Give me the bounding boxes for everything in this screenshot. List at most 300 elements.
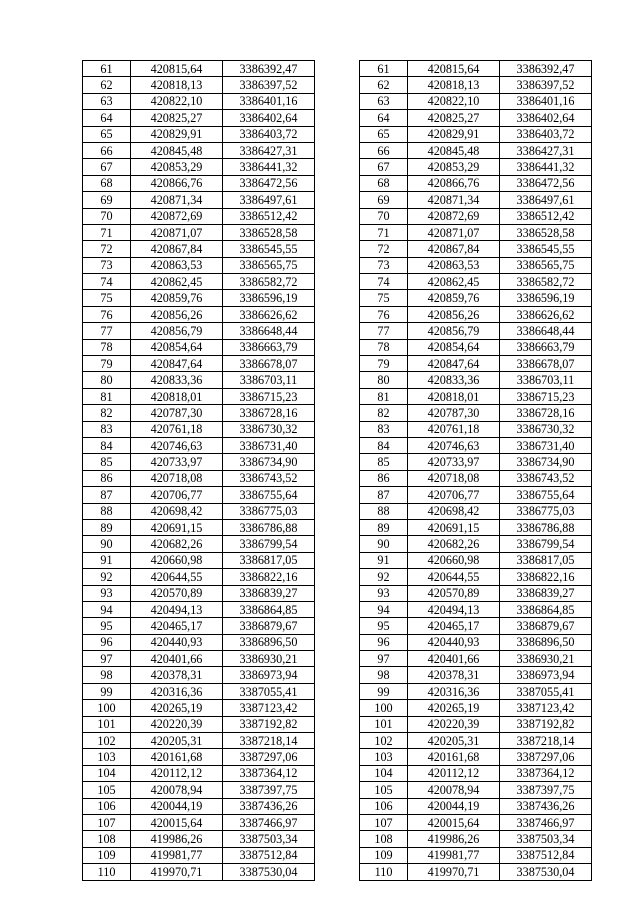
right-y-coordinate-cell: 3387218,14 [500, 733, 592, 749]
right-x-coordinate-cell: 420682,26 [408, 536, 500, 552]
right-x-coordinate-cell: 420871,07 [408, 224, 500, 240]
right-x-coordinate-cell: 419970,71 [408, 864, 500, 880]
left-y-coordinate-cell: 3386755,64 [223, 487, 315, 503]
table-row [83, 716, 592, 732]
left-y-coordinate-cell: 3386731,40 [223, 437, 315, 453]
left-point-number-cell: 96 [83, 634, 131, 650]
column-gap [315, 864, 360, 880]
right-point-number-cell: 101 [360, 716, 408, 732]
right-y-coordinate-cell: 3386565,75 [500, 257, 592, 273]
table-row [83, 306, 592, 322]
column-gap [315, 110, 360, 126]
right-point-number-cell: 89 [360, 519, 408, 535]
left-y-coordinate-cell: 3386472,56 [223, 175, 315, 191]
right-y-coordinate-cell: 3386930,21 [500, 651, 592, 667]
table-row [83, 421, 592, 437]
right-x-coordinate-cell: 420378,31 [408, 667, 500, 683]
right-y-coordinate-cell: 3386626,62 [500, 306, 592, 322]
table-row [83, 864, 592, 880]
column-gap [315, 651, 360, 667]
right-x-coordinate-cell: 420220,39 [408, 716, 500, 732]
left-y-coordinate-cell: 3386743,52 [223, 470, 315, 486]
right-y-coordinate-cell: 3386817,05 [500, 552, 592, 568]
left-y-coordinate-cell: 3386545,55 [223, 241, 315, 257]
left-y-coordinate-cell: 3387397,75 [223, 782, 315, 798]
right-x-coordinate-cell: 420205,31 [408, 733, 500, 749]
left-point-number-cell: 102 [83, 733, 131, 749]
right-point-number-cell: 94 [360, 601, 408, 617]
left-x-coordinate-cell: 420494,13 [131, 601, 223, 617]
left-x-coordinate-cell: 420691,15 [131, 519, 223, 535]
right-y-coordinate-cell: 3386755,64 [500, 487, 592, 503]
left-point-number-cell: 98 [83, 667, 131, 683]
right-point-number-cell: 71 [360, 224, 408, 240]
table-row [83, 667, 592, 683]
column-gap [315, 159, 360, 175]
left-x-coordinate-cell: 420660,98 [131, 552, 223, 568]
left-x-coordinate-cell: 420078,94 [131, 782, 223, 798]
right-y-coordinate-cell: 3386730,32 [500, 421, 592, 437]
right-x-coordinate-cell: 420015,64 [408, 814, 500, 830]
left-point-number-cell: 76 [83, 306, 131, 322]
table-row [83, 487, 592, 503]
left-x-coordinate-cell: 420822,10 [131, 93, 223, 109]
left-x-coordinate-cell: 420718,08 [131, 470, 223, 486]
left-point-number-cell: 107 [83, 814, 131, 830]
table-row [83, 93, 592, 109]
table-row [83, 159, 592, 175]
right-y-coordinate-cell: 3386512,42 [500, 208, 592, 224]
left-x-coordinate-cell: 420859,76 [131, 290, 223, 306]
right-x-coordinate-cell: 420465,17 [408, 618, 500, 634]
left-point-number-cell: 94 [83, 601, 131, 617]
right-y-coordinate-cell: 3386401,16 [500, 93, 592, 109]
left-point-number-cell: 100 [83, 700, 131, 716]
right-point-number-cell: 73 [360, 257, 408, 273]
right-x-coordinate-cell: 420866,76 [408, 175, 500, 191]
column-gap [315, 585, 360, 601]
right-point-number-cell: 88 [360, 503, 408, 519]
left-point-number-cell: 93 [83, 585, 131, 601]
left-y-coordinate-cell: 3386817,05 [223, 552, 315, 568]
left-point-number-cell: 88 [83, 503, 131, 519]
table-row [83, 683, 592, 699]
column-gap [315, 437, 360, 453]
table-row [83, 601, 592, 617]
right-x-coordinate-cell: 420859,76 [408, 290, 500, 306]
table-row [83, 126, 592, 142]
left-x-coordinate-cell: 420570,89 [131, 585, 223, 601]
right-x-coordinate-cell: 420644,55 [408, 569, 500, 585]
right-x-coordinate-cell: 420872,69 [408, 208, 500, 224]
right-x-coordinate-cell: 420863,53 [408, 257, 500, 273]
table-row [83, 257, 592, 273]
right-y-coordinate-cell: 3387436,26 [500, 798, 592, 814]
column-gap [315, 782, 360, 798]
left-x-coordinate-cell: 420815,64 [131, 61, 223, 77]
table-row [83, 831, 592, 847]
right-point-number-cell: 86 [360, 470, 408, 486]
right-point-number-cell: 83 [360, 421, 408, 437]
table-row [83, 290, 592, 306]
column-gap [315, 519, 360, 535]
left-y-coordinate-cell: 3386663,79 [223, 339, 315, 355]
table-row [83, 61, 592, 77]
left-y-coordinate-cell: 3387503,34 [223, 831, 315, 847]
left-point-number-cell: 81 [83, 388, 131, 404]
right-point-number-cell: 100 [360, 700, 408, 716]
left-y-coordinate-cell: 3386715,23 [223, 388, 315, 404]
right-point-number-cell: 110 [360, 864, 408, 880]
left-y-coordinate-cell: 3386786,88 [223, 519, 315, 535]
right-x-coordinate-cell: 420570,89 [408, 585, 500, 601]
right-point-number-cell: 75 [360, 290, 408, 306]
right-x-coordinate-cell: 420845,48 [408, 142, 500, 158]
left-point-number-cell: 87 [83, 487, 131, 503]
left-x-coordinate-cell: 419970,71 [131, 864, 223, 880]
right-y-coordinate-cell: 3386497,61 [500, 192, 592, 208]
right-x-coordinate-cell: 420833,36 [408, 372, 500, 388]
column-gap [315, 323, 360, 339]
table-row [83, 765, 592, 781]
right-point-number-cell: 74 [360, 274, 408, 290]
left-point-number-cell: 68 [83, 175, 131, 191]
left-y-coordinate-cell: 3386497,61 [223, 192, 315, 208]
right-x-coordinate-cell: 420822,10 [408, 93, 500, 109]
left-x-coordinate-cell: 420818,01 [131, 388, 223, 404]
table-row [83, 274, 592, 290]
right-y-coordinate-cell: 3387512,84 [500, 847, 592, 863]
left-x-coordinate-cell: 420863,53 [131, 257, 223, 273]
left-point-number-cell: 91 [83, 552, 131, 568]
table-row [83, 733, 592, 749]
right-point-number-cell: 102 [360, 733, 408, 749]
left-x-coordinate-cell: 420015,64 [131, 814, 223, 830]
table-row [83, 437, 592, 453]
table-row [83, 454, 592, 470]
table-row [83, 700, 592, 716]
column-gap [315, 601, 360, 617]
right-y-coordinate-cell: 3386973,94 [500, 667, 592, 683]
column-gap [315, 618, 360, 634]
column-gap [315, 634, 360, 650]
left-x-coordinate-cell: 420845,48 [131, 142, 223, 158]
right-x-coordinate-cell: 420112,12 [408, 765, 500, 781]
table-row [83, 585, 592, 601]
column-gap [315, 126, 360, 142]
left-y-coordinate-cell: 3386896,50 [223, 634, 315, 650]
right-x-coordinate-cell: 420161,68 [408, 749, 500, 765]
right-point-number-cell: 107 [360, 814, 408, 830]
right-point-number-cell: 80 [360, 372, 408, 388]
table-row [83, 536, 592, 552]
left-point-number-cell: 69 [83, 192, 131, 208]
right-y-coordinate-cell: 3386799,54 [500, 536, 592, 552]
left-y-coordinate-cell: 3386402,64 [223, 110, 315, 126]
right-x-coordinate-cell: 420818,13 [408, 77, 500, 93]
right-x-coordinate-cell: 420316,36 [408, 683, 500, 699]
right-point-number-cell: 77 [360, 323, 408, 339]
right-y-coordinate-cell: 3386703,11 [500, 372, 592, 388]
left-y-coordinate-cell: 3387297,06 [223, 749, 315, 765]
column-gap [315, 241, 360, 257]
column-gap [315, 503, 360, 519]
right-point-number-cell: 67 [360, 159, 408, 175]
right-point-number-cell: 103 [360, 749, 408, 765]
left-x-coordinate-cell: 420044,19 [131, 798, 223, 814]
right-x-coordinate-cell: 420746,63 [408, 437, 500, 453]
column-gap [315, 683, 360, 699]
right-y-coordinate-cell: 3386663,79 [500, 339, 592, 355]
left-x-coordinate-cell: 420706,77 [131, 487, 223, 503]
left-x-coordinate-cell: 420787,30 [131, 405, 223, 421]
left-point-number-cell: 82 [83, 405, 131, 421]
column-gap [315, 356, 360, 372]
right-point-number-cell: 79 [360, 356, 408, 372]
left-point-number-cell: 95 [83, 618, 131, 634]
column-gap [315, 831, 360, 847]
right-point-number-cell: 81 [360, 388, 408, 404]
right-y-coordinate-cell: 3387055,41 [500, 683, 592, 699]
left-x-coordinate-cell: 420871,34 [131, 192, 223, 208]
right-point-number-cell: 78 [360, 339, 408, 355]
left-point-number-cell: 83 [83, 421, 131, 437]
right-point-number-cell: 91 [360, 552, 408, 568]
right-x-coordinate-cell: 420265,19 [408, 700, 500, 716]
left-y-coordinate-cell: 3386441,32 [223, 159, 315, 175]
column-gap [315, 716, 360, 732]
coordinates-table [82, 60, 592, 881]
column-gap [315, 388, 360, 404]
right-x-coordinate-cell: 419986,26 [408, 831, 500, 847]
left-y-coordinate-cell: 3387364,12 [223, 765, 315, 781]
column-gap [315, 77, 360, 93]
table-row [83, 847, 592, 863]
right-y-coordinate-cell: 3386731,40 [500, 437, 592, 453]
left-x-coordinate-cell: 420316,36 [131, 683, 223, 699]
left-x-coordinate-cell: 420440,93 [131, 634, 223, 650]
right-point-number-cell: 69 [360, 192, 408, 208]
column-gap [315, 814, 360, 830]
column-gap [315, 405, 360, 421]
right-x-coordinate-cell: 420825,27 [408, 110, 500, 126]
right-y-coordinate-cell: 3386678,07 [500, 356, 592, 372]
table-row [83, 388, 592, 404]
left-y-coordinate-cell: 3386730,32 [223, 421, 315, 437]
left-y-coordinate-cell: 3386775,03 [223, 503, 315, 519]
coordinates-table-container [82, 60, 592, 881]
table-row [83, 569, 592, 585]
table-row [83, 323, 592, 339]
left-x-coordinate-cell: 420761,18 [131, 421, 223, 437]
left-point-number-cell: 90 [83, 536, 131, 552]
right-x-coordinate-cell: 420044,19 [408, 798, 500, 814]
right-x-coordinate-cell: 420856,26 [408, 306, 500, 322]
right-point-number-cell: 96 [360, 634, 408, 650]
left-x-coordinate-cell: 420378,31 [131, 667, 223, 683]
left-point-number-cell: 63 [83, 93, 131, 109]
left-point-number-cell: 75 [83, 290, 131, 306]
right-y-coordinate-cell: 3386743,52 [500, 470, 592, 486]
table-row [83, 241, 592, 257]
table-row [83, 224, 592, 240]
right-y-coordinate-cell: 3386648,44 [500, 323, 592, 339]
right-y-coordinate-cell: 3386896,50 [500, 634, 592, 650]
left-y-coordinate-cell: 3386799,54 [223, 536, 315, 552]
left-y-coordinate-cell: 3386528,58 [223, 224, 315, 240]
left-point-number-cell: 66 [83, 142, 131, 158]
left-x-coordinate-cell: 420856,79 [131, 323, 223, 339]
left-x-coordinate-cell: 420867,84 [131, 241, 223, 257]
left-x-coordinate-cell: 420833,36 [131, 372, 223, 388]
right-x-coordinate-cell: 420440,93 [408, 634, 500, 650]
column-gap [315, 93, 360, 109]
table-row [83, 749, 592, 765]
column-gap [315, 192, 360, 208]
right-point-number-cell: 64 [360, 110, 408, 126]
left-x-coordinate-cell: 420112,12 [131, 765, 223, 781]
column-gap [315, 847, 360, 863]
left-y-coordinate-cell: 3386427,31 [223, 142, 315, 158]
left-x-coordinate-cell: 419981,77 [131, 847, 223, 863]
left-x-coordinate-cell: 420644,55 [131, 569, 223, 585]
right-point-number-cell: 70 [360, 208, 408, 224]
table-row [83, 782, 592, 798]
right-y-coordinate-cell: 3386775,03 [500, 503, 592, 519]
left-y-coordinate-cell: 3386401,16 [223, 93, 315, 109]
left-y-coordinate-cell: 3386734,90 [223, 454, 315, 470]
left-y-coordinate-cell: 3386879,67 [223, 618, 315, 634]
left-y-coordinate-cell: 3387192,82 [223, 716, 315, 732]
left-x-coordinate-cell: 419986,26 [131, 831, 223, 847]
left-point-number-cell: 101 [83, 716, 131, 732]
left-point-number-cell: 103 [83, 749, 131, 765]
left-point-number-cell: 71 [83, 224, 131, 240]
right-y-coordinate-cell: 3386715,23 [500, 388, 592, 404]
left-point-number-cell: 80 [83, 372, 131, 388]
column-gap [315, 306, 360, 322]
column-gap [315, 733, 360, 749]
left-y-coordinate-cell: 3386839,27 [223, 585, 315, 601]
left-y-coordinate-cell: 3386973,94 [223, 667, 315, 683]
right-y-coordinate-cell: 3387364,12 [500, 765, 592, 781]
left-y-coordinate-cell: 3386822,16 [223, 569, 315, 585]
column-gap [315, 61, 360, 77]
left-y-coordinate-cell: 3387512,84 [223, 847, 315, 863]
left-point-number-cell: 109 [83, 847, 131, 863]
right-point-number-cell: 62 [360, 77, 408, 93]
table-row [83, 192, 592, 208]
right-y-coordinate-cell: 3386839,27 [500, 585, 592, 601]
column-gap [315, 749, 360, 765]
right-y-coordinate-cell: 3386822,16 [500, 569, 592, 585]
left-point-number-cell: 92 [83, 569, 131, 585]
right-point-number-cell: 92 [360, 569, 408, 585]
column-gap [315, 569, 360, 585]
left-point-number-cell: 86 [83, 470, 131, 486]
left-x-coordinate-cell: 420698,42 [131, 503, 223, 519]
table-row [83, 519, 592, 535]
left-y-coordinate-cell: 3386512,42 [223, 208, 315, 224]
left-x-coordinate-cell: 420871,07 [131, 224, 223, 240]
column-gap [315, 142, 360, 158]
right-y-coordinate-cell: 3386728,16 [500, 405, 592, 421]
left-point-number-cell: 72 [83, 241, 131, 257]
left-x-coordinate-cell: 420733,97 [131, 454, 223, 470]
right-y-coordinate-cell: 3386402,64 [500, 110, 592, 126]
right-y-coordinate-cell: 3386472,56 [500, 175, 592, 191]
table-row [83, 798, 592, 814]
left-y-coordinate-cell: 3387466,97 [223, 814, 315, 830]
left-point-number-cell: 77 [83, 323, 131, 339]
column-gap [315, 274, 360, 290]
table-row [83, 618, 592, 634]
right-point-number-cell: 82 [360, 405, 408, 421]
right-x-coordinate-cell: 420078,94 [408, 782, 500, 798]
left-point-number-cell: 70 [83, 208, 131, 224]
right-y-coordinate-cell: 3386864,85 [500, 601, 592, 617]
table-row [83, 470, 592, 486]
right-point-number-cell: 95 [360, 618, 408, 634]
right-x-coordinate-cell: 420761,18 [408, 421, 500, 437]
right-x-coordinate-cell: 420698,42 [408, 503, 500, 519]
table-row [83, 175, 592, 191]
right-point-number-cell: 108 [360, 831, 408, 847]
right-point-number-cell: 63 [360, 93, 408, 109]
left-y-coordinate-cell: 3386582,72 [223, 274, 315, 290]
left-y-coordinate-cell: 3386392,47 [223, 61, 315, 77]
left-y-coordinate-cell: 3386703,11 [223, 372, 315, 388]
left-x-coordinate-cell: 420866,76 [131, 175, 223, 191]
right-x-coordinate-cell: 420818,01 [408, 388, 500, 404]
left-point-number-cell: 85 [83, 454, 131, 470]
table-row [83, 552, 592, 568]
table-row [83, 77, 592, 93]
right-point-number-cell: 97 [360, 651, 408, 667]
right-y-coordinate-cell: 3386734,90 [500, 454, 592, 470]
right-y-coordinate-cell: 3387297,06 [500, 749, 592, 765]
left-x-coordinate-cell: 420220,39 [131, 716, 223, 732]
right-x-coordinate-cell: 419981,77 [408, 847, 500, 863]
right-x-coordinate-cell: 420401,66 [408, 651, 500, 667]
right-point-number-cell: 84 [360, 437, 408, 453]
column-gap [315, 257, 360, 273]
right-point-number-cell: 105 [360, 782, 408, 798]
column-gap [315, 339, 360, 355]
left-x-coordinate-cell: 420829,91 [131, 126, 223, 142]
right-x-coordinate-cell: 420733,97 [408, 454, 500, 470]
left-point-number-cell: 106 [83, 798, 131, 814]
left-point-number-cell: 84 [83, 437, 131, 453]
right-point-number-cell: 85 [360, 454, 408, 470]
right-point-number-cell: 109 [360, 847, 408, 863]
left-point-number-cell: 65 [83, 126, 131, 142]
left-point-number-cell: 67 [83, 159, 131, 175]
right-point-number-cell: 104 [360, 765, 408, 781]
left-point-number-cell: 64 [83, 110, 131, 126]
column-gap [315, 372, 360, 388]
left-x-coordinate-cell: 420818,13 [131, 77, 223, 93]
table-row [83, 503, 592, 519]
column-gap [315, 224, 360, 240]
right-point-number-cell: 72 [360, 241, 408, 257]
right-x-coordinate-cell: 420862,45 [408, 274, 500, 290]
left-x-coordinate-cell: 420682,26 [131, 536, 223, 552]
left-x-coordinate-cell: 420205,31 [131, 733, 223, 749]
column-gap [315, 765, 360, 781]
column-gap [315, 454, 360, 470]
right-point-number-cell: 93 [360, 585, 408, 601]
